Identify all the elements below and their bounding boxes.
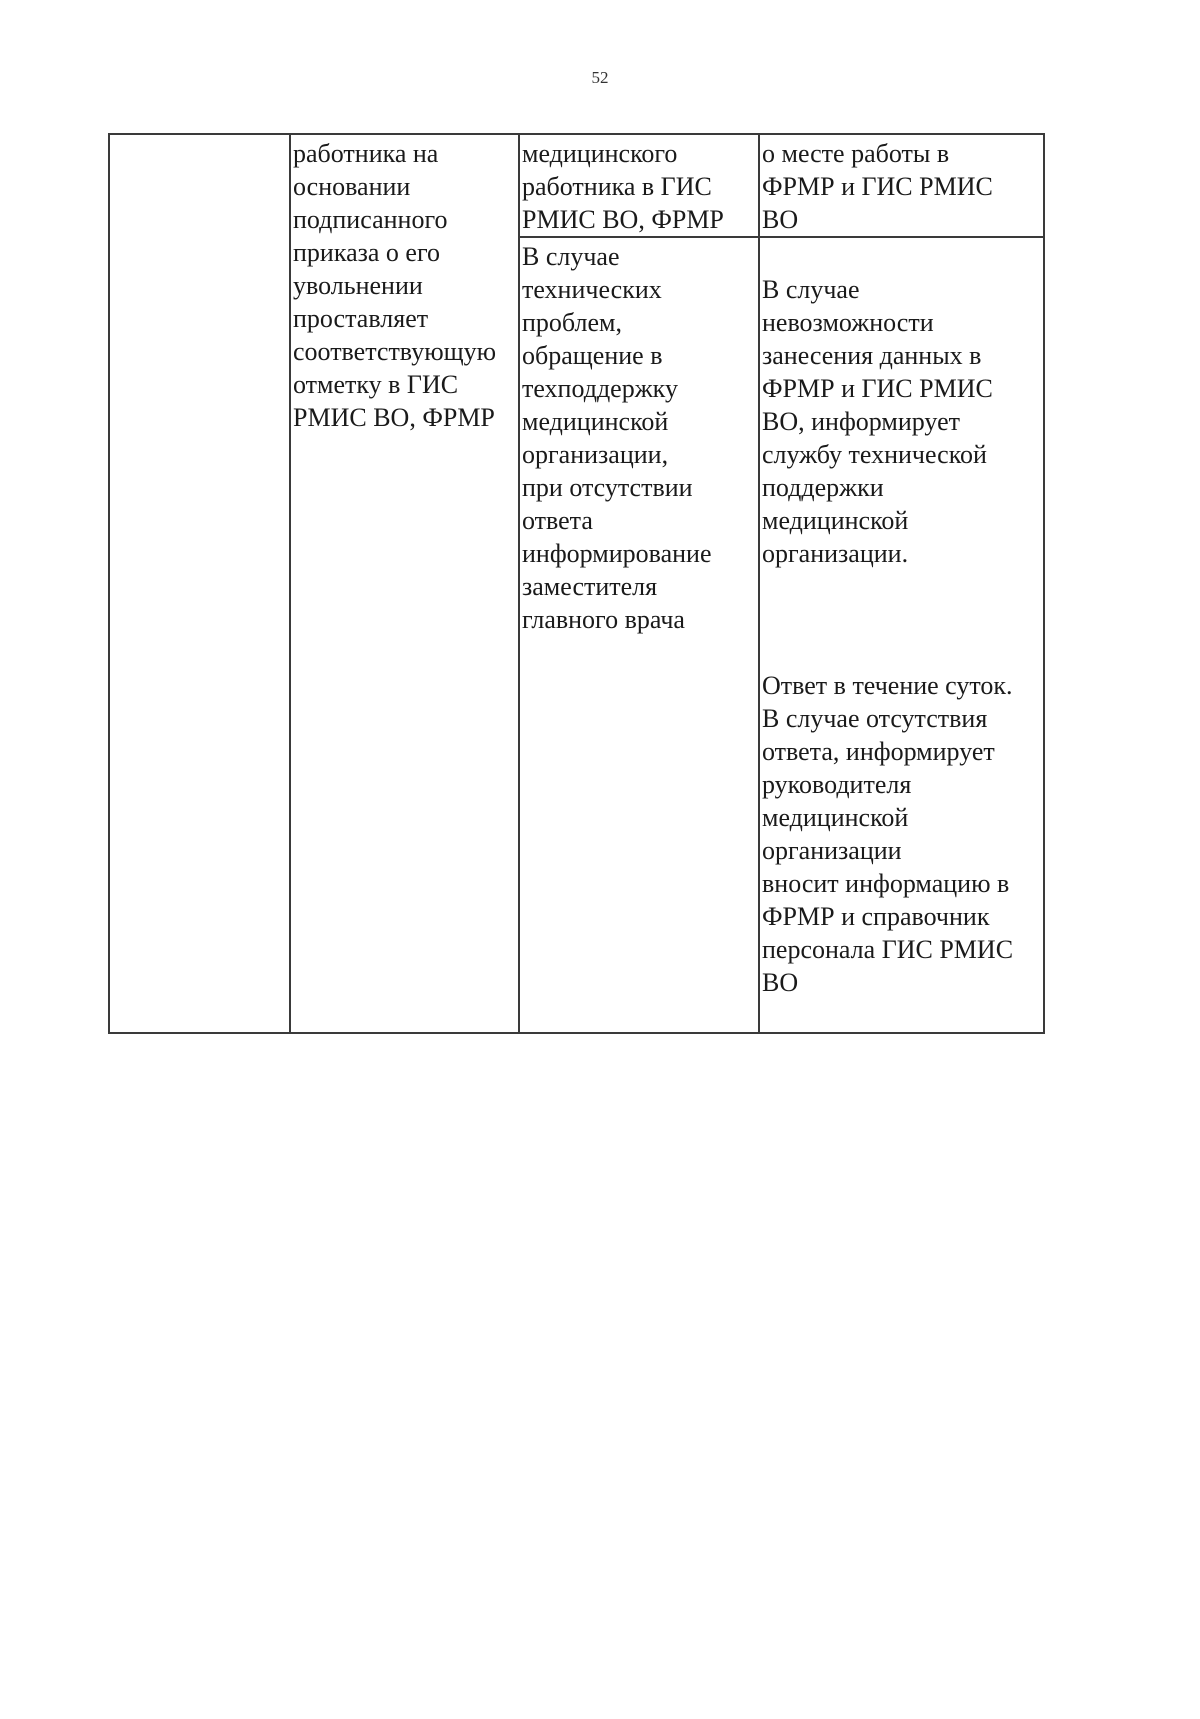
table-cell-col3-top: медицинского работника в ГИС РМИС ВО, ФРМР [519,134,759,237]
table-row [109,134,1044,237]
page-number: 52 [591,68,609,87]
cell-paragraph: Ответ в течение суток. В случае отсутствия ответа, информирует руководителя медицинской организации вносит информацию в ФРМР и справочник персонала ГИС РМИС ВО [762,671,1014,997]
paragraph-gap [762,603,1041,636]
table-cell-col4-top: о месте работы в ФРМР и ГИС РМИС ВО [759,134,1044,237]
cell-paragraph: В случае невозможности занесения данных в ФРМР и ГИС РМИС ВО, информирует службу технической поддержки медицинской организации. [762,275,993,568]
table-cell-technical-problems: В случае технических проблем, обращение в техподдержку медицинской организации, при отсутствии ответа информирование заместителя главного врача [519,237,759,1033]
table-cell-empty [109,134,290,1033]
table-cell-dismissal-action: работника на основании подписанного приказа о его увольнении проставляет соответствующую отметку в ГИС РМИС ВО, ФРМР [290,134,519,1033]
document-table [108,133,1045,1034]
table-cell-data-entry-failure [759,237,1044,1033]
